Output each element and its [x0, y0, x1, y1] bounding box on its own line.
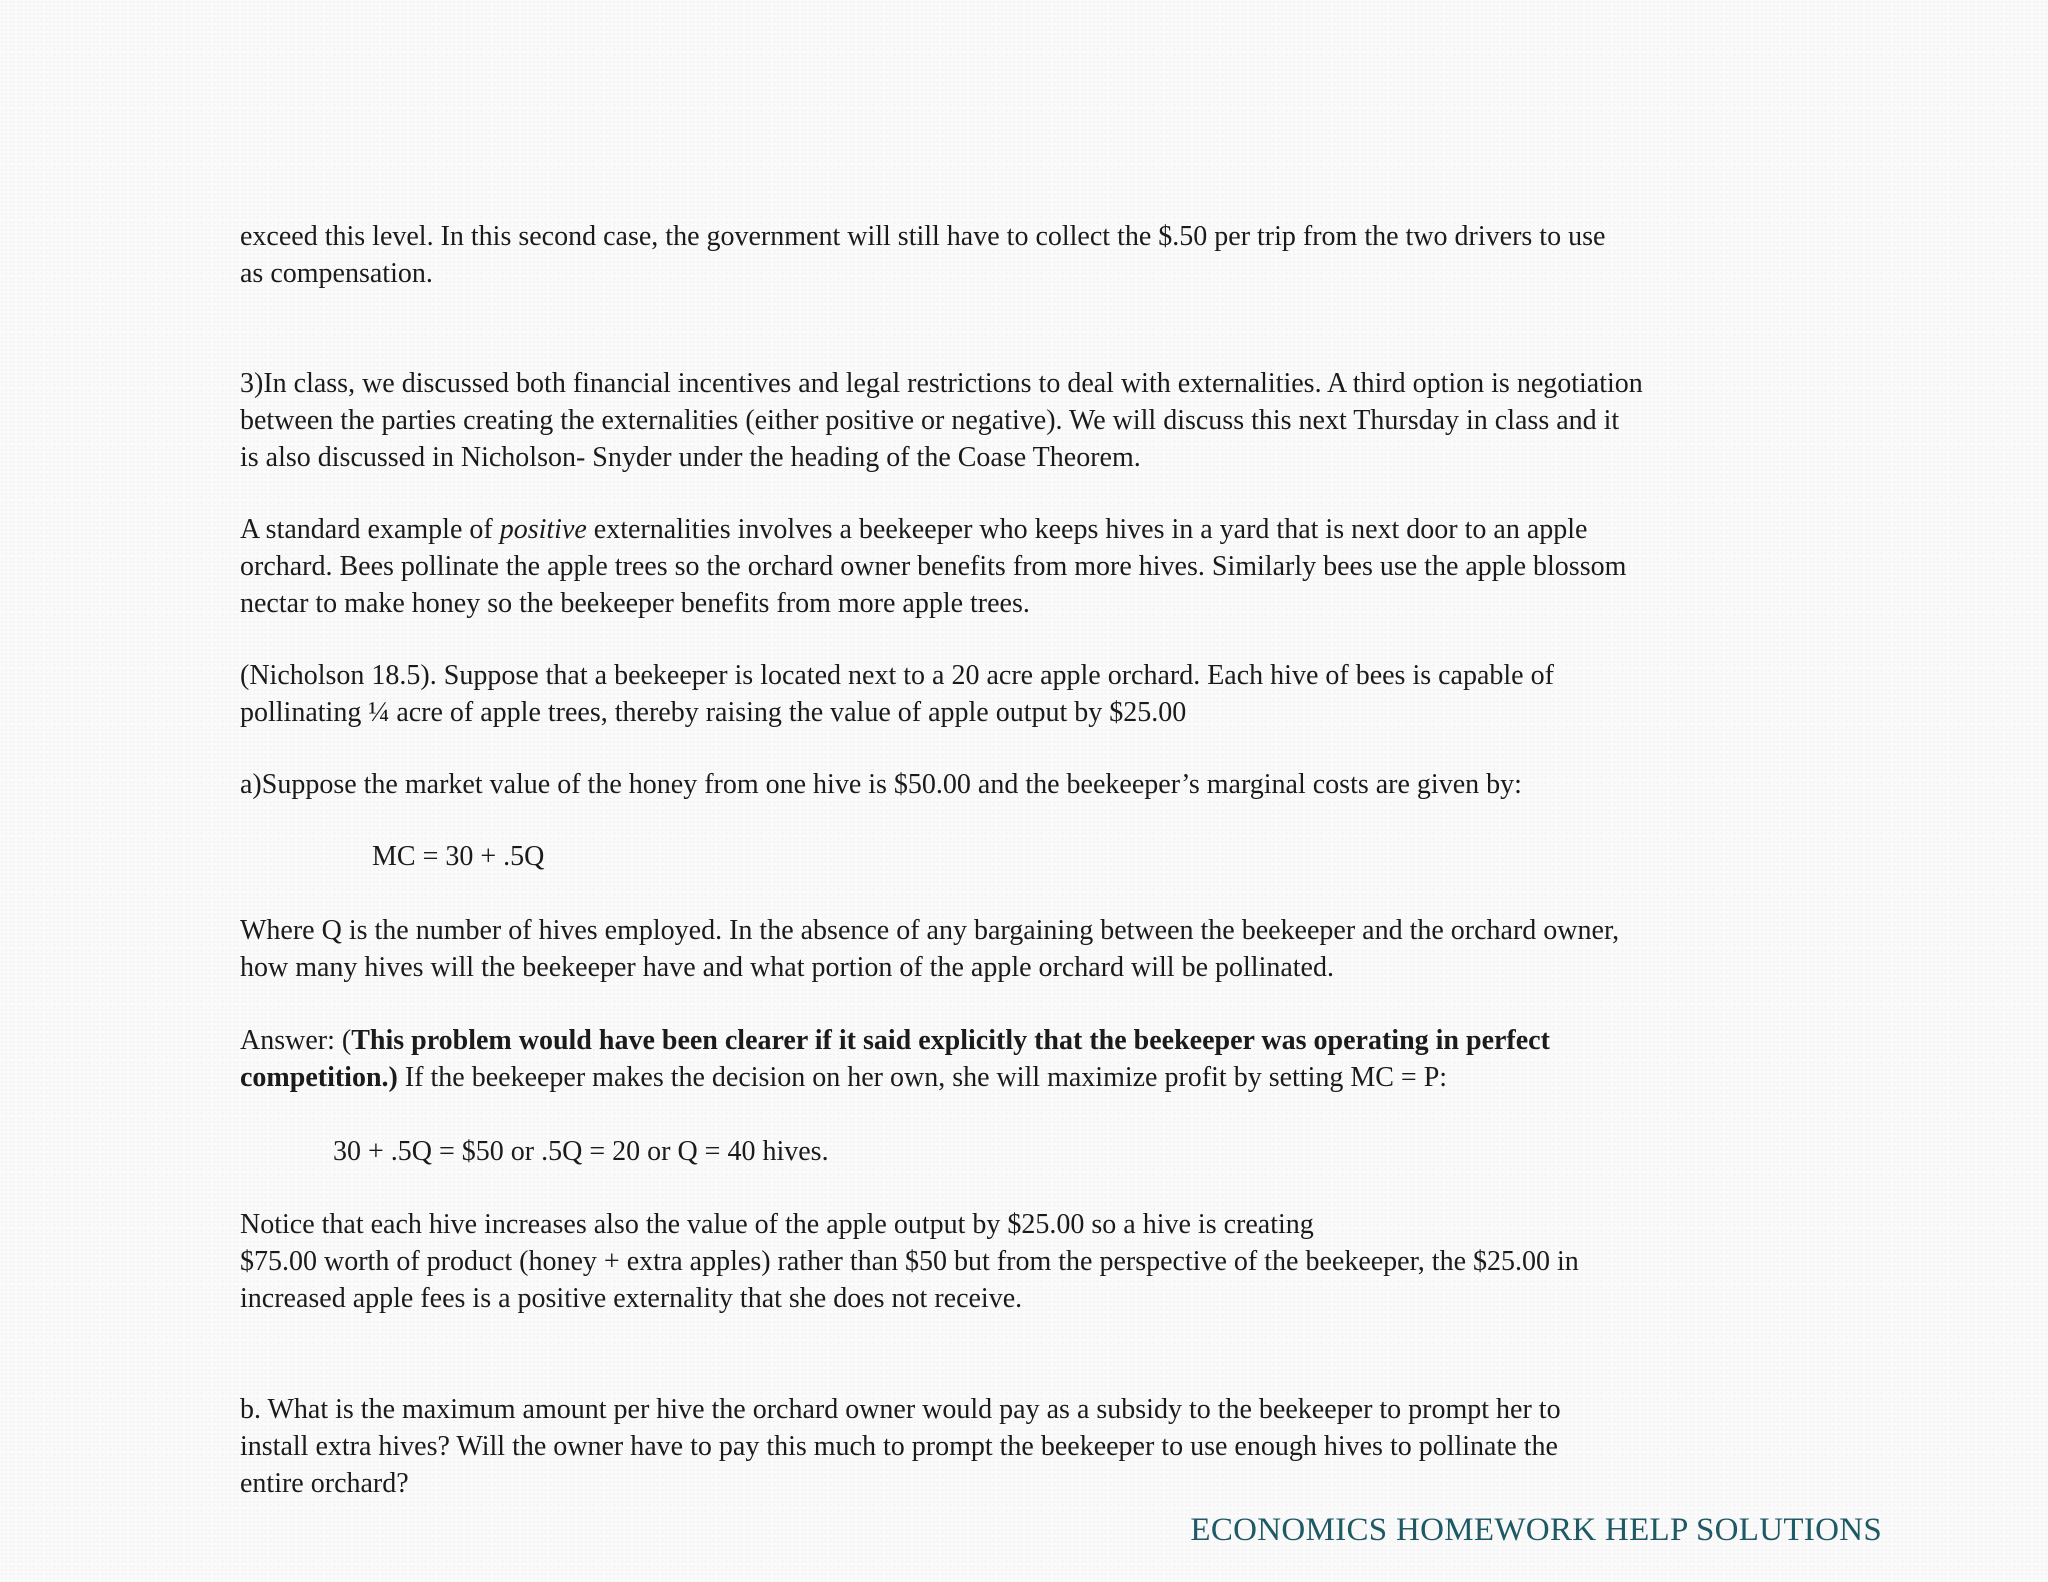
marginal-cost-equation: MC = 30 + .5Q	[372, 841, 545, 872]
notice-line-2: $75.00 worth of product (honey + extra apples) rather than $50 but from the perspective of the beekeeper, the $25.00 in	[240, 1246, 1579, 1277]
answer-line-1	[240, 1022, 1810, 1059]
example-line-1-start: A standard example of	[240, 514, 500, 545]
nicholson-paragraph	[240, 657, 1810, 731]
part-b-line-1: b. What is the maximum amount per hive the orchard owner would pay as a subsidy to the beekeeper to prompt her to	[240, 1394, 1561, 1425]
example-line-1	[240, 511, 1810, 548]
answer-paragraph	[240, 1022, 1810, 1096]
where-paragraph	[240, 912, 1810, 986]
question-3-line-1: 3)In class, we discussed both financial incentives and legal restrictions to deal with externalities. A third option is negotiation	[240, 368, 1643, 399]
example-line-1-end: externalities involves a beekeeper who keeps hives in a yard that is next door to an apple	[586, 514, 1588, 545]
notice-line-3: increased apple fees is a positive externality that she does not receive.	[240, 1283, 1023, 1314]
footer-brand-text: ECONOMICS HOMEWORK HELP SOLUTIONS	[1190, 1512, 1882, 1548]
example-italic-word: positive	[499, 514, 587, 545]
part-b-line-3: entire orchard?	[240, 1468, 409, 1499]
example-paragraph	[240, 511, 1810, 622]
question-3-line-3: is also discussed in Nicholson- Snyder under the heading of the Coase Theorem.	[240, 442, 1141, 473]
nicholson-line-2: pollinating ¼ acre of apple trees, thereby raising the value of apple output by $25.00	[240, 697, 1187, 728]
part-b-question	[240, 1391, 1810, 1502]
notice-paragraph	[240, 1206, 1810, 1317]
example-line-3: nectar to make honey so the beekeeper benefits from more apple trees.	[240, 588, 1030, 619]
part-a-question	[240, 766, 1810, 803]
question-3-line-2: between the parties creating the externalities (either positive or negative). We will discuss this next Thursday in class and it	[240, 405, 1620, 436]
profit-max-equation: 30 + .5Q = $50 or .5Q = 20 or Q = 40 hives.	[333, 1136, 829, 1167]
question-3-paragraph	[240, 365, 1810, 476]
where-line-2: how many hives will the beekeeper have and what portion of the apple orchard will be pollinated.	[240, 952, 1334, 983]
nicholson-line-1: (Nicholson 18.5). Suppose that a beekeeper is located next to a 20 acre apple orchard. Each hive of bees is capable of	[240, 660, 1554, 691]
answer-line-2-text: If the beekeeper makes the decision on her own, she will maximize profit by setting MC = P:	[397, 1062, 1448, 1093]
answer-prefix: Answer: (	[240, 1025, 352, 1056]
example-line-2: orchard. Bees pollinate the apple trees so the orchard owner benefits from more hives. Similarly bees use the apple blossom	[240, 551, 1627, 582]
notice-line-1: Notice that each hive increases also the value of the apple output by $25.00 so a hive is creating	[240, 1209, 1314, 1240]
intro-line-1: exceed this level. In this second case, the government will still have to collect the $.50 per trip from the two drivers to use	[240, 221, 1606, 252]
part-a-line-1: a)Suppose the market value of the honey from one hive is $50.00 and the beekeeper’s marginal costs are given by:	[240, 769, 1522, 800]
answer-bold-note-1: This problem would have been clearer if it said explicitly that the beekeeper was operating in perfect	[351, 1025, 1550, 1056]
where-line-1: Where Q is the number of hives employed. In the absence of any bargaining between the beekeeper and the orchard owner,	[240, 915, 1620, 946]
part-b-line-2: install extra hives? Will the owner have to pay this much to prompt the beekeeper to use enough hives to pollinate the	[240, 1431, 1558, 1462]
intro-line-2: as compensation.	[240, 258, 433, 289]
answer-bold-note-2: competition.)	[240, 1062, 398, 1093]
intro-paragraph	[240, 218, 1810, 292]
answer-line-2	[240, 1059, 1810, 1096]
